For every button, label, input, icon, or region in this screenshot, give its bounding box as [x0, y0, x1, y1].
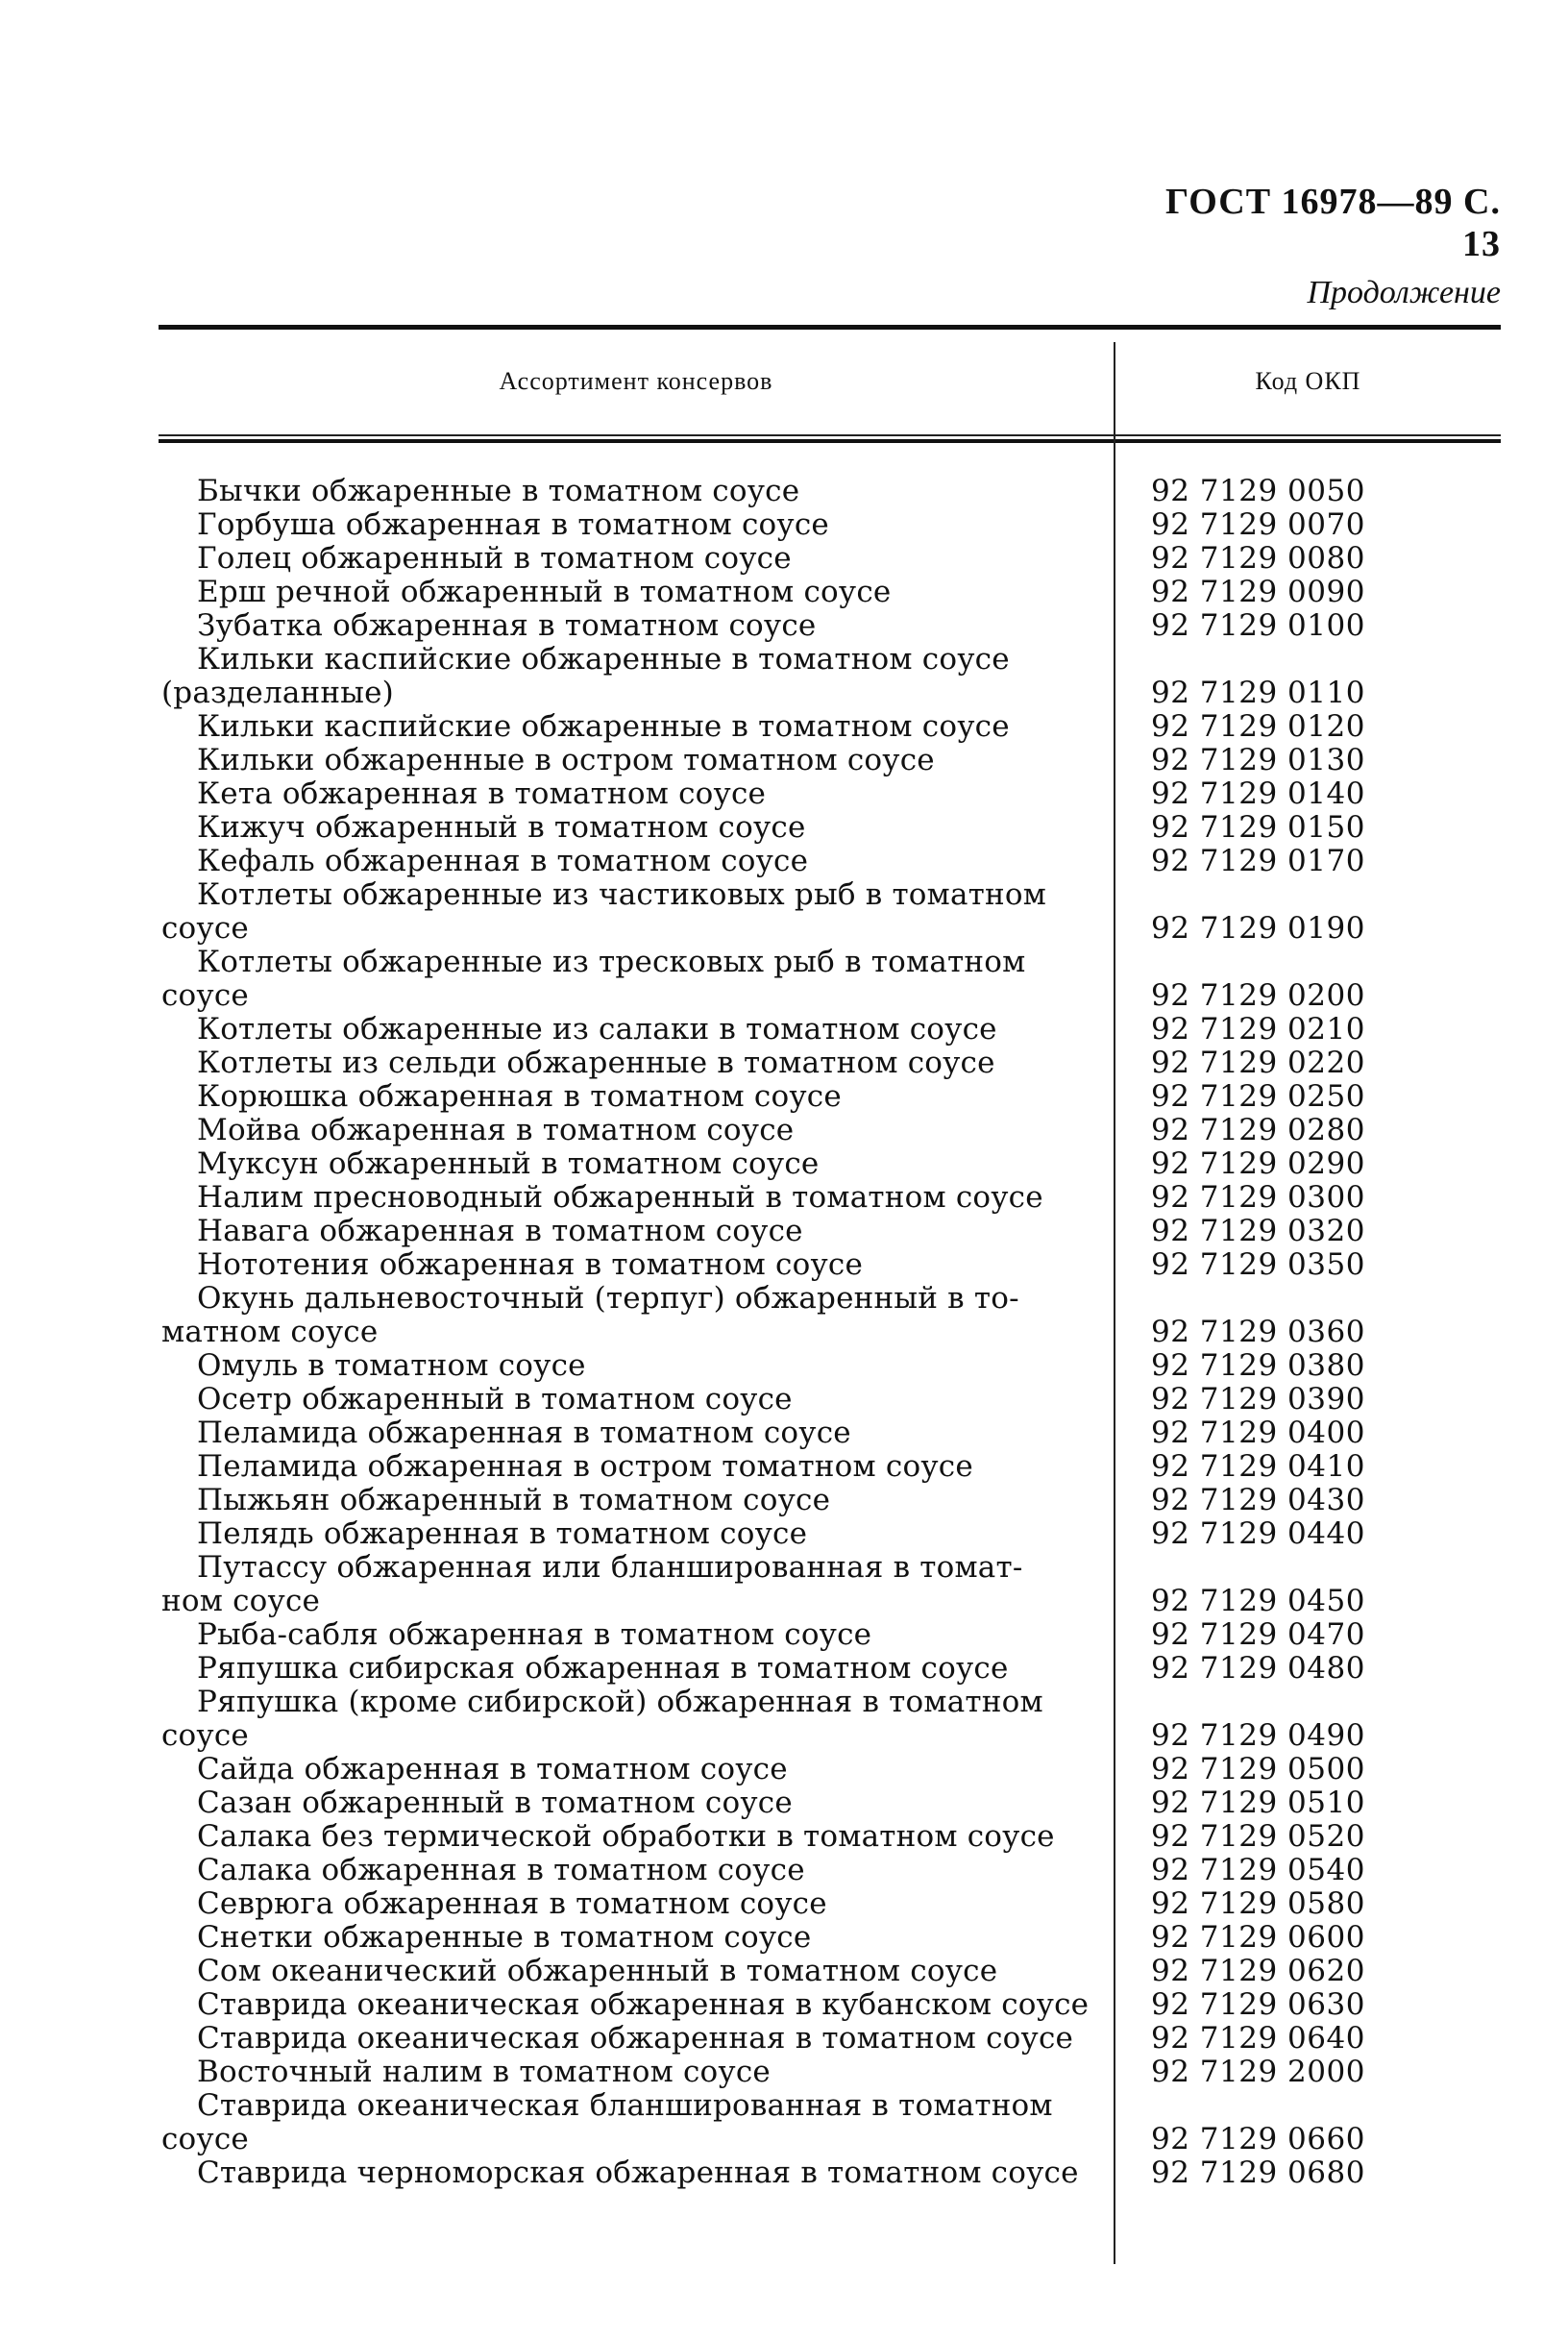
- assortment-text: Котлеты обжаренные из тресковых рыб в томатном: [197, 945, 1026, 979]
- table-row: [0, 1753, 1568, 1786]
- okp-code: 92 7129 0390: [1151, 1382, 1365, 1416]
- assortment-text: Сазан обжаренный в томатном соусе: [197, 1786, 793, 1820]
- okp-code: 92 7129 0640: [1151, 2021, 1365, 2056]
- okp-code: 92 7129 0280: [1151, 1113, 1365, 1147]
- okp-code: 92 7129 0290: [1151, 1146, 1365, 1181]
- okp-code: 92 7129 0600: [1151, 1920, 1365, 1955]
- table-row: [0, 1988, 1568, 2022]
- assortment-text: соусе: [161, 2122, 249, 2156]
- okp-code: 92 7129 0580: [1151, 1886, 1365, 1921]
- assortment-text: Котлеты обжаренные из салаки в томатном соусе: [197, 1012, 997, 1047]
- table-row: [0, 542, 1568, 576]
- okp-code: 92 7129 0410: [1151, 1449, 1365, 1484]
- column-header-code: Код ОКП: [1255, 367, 1361, 395]
- table-row: [0, 643, 1568, 710]
- assortment-text: Пелядь обжаренная в томатном соусе: [197, 1516, 808, 1551]
- okp-code: 92 7129 0440: [1151, 1516, 1365, 1551]
- continuation-label: Продолжение: [1307, 275, 1501, 310]
- okp-code: 92 7129 0140: [1151, 776, 1365, 811]
- assortment-text: Мойва обжаренная в томатном соусе: [197, 1113, 795, 1147]
- table-row: [0, 1349, 1568, 1383]
- table-row: [0, 1416, 1568, 1450]
- assortment-text: Пыжьян обжаренный в томатном соусе: [197, 1483, 831, 1517]
- table-row: [0, 1686, 1568, 1753]
- table-row: [0, 1248, 1568, 1282]
- okp-code: 92 7129 0450: [1151, 1584, 1365, 1618]
- assortment-text: Кефаль обжаренная в томатном соусе: [197, 844, 809, 878]
- okp-code: 92 7129 0070: [1151, 507, 1365, 542]
- table-row: [0, 1181, 1568, 1215]
- assortment-text: Ставрида черноморская обжаренная в томатном соусе: [197, 2155, 1079, 2190]
- assortment-text: Кижуч обжаренный в томатном соусе: [197, 810, 806, 845]
- table-row: [0, 609, 1568, 643]
- table-row: [0, 710, 1568, 744]
- assortment-text: матном соусе: [161, 1315, 379, 1349]
- page-header: ГОСТ 16978—89 С. 13: [1165, 182, 1501, 264]
- assortment-text: Котлеты обжаренные из частиковых рыб в томатном: [197, 877, 1047, 912]
- assortment-text: Зубатка обжаренная в томатном соусе: [197, 608, 817, 643]
- okp-code: 92 7129 0150: [1151, 810, 1365, 845]
- table-row: [0, 1618, 1568, 1652]
- table-row: [0, 1147, 1568, 1181]
- table-row: [0, 1551, 1568, 1618]
- assortment-text: Муксун обжаренный в томатном соусе: [197, 1146, 820, 1181]
- assortment-text: Нототения обжаренная в томатном соусе: [197, 1247, 864, 1282]
- assortment-text: Горбуша обжаренная в томатном соусе: [197, 507, 829, 542]
- okp-code: 92 7129 0120: [1151, 709, 1365, 744]
- okp-code: 92 7129 0510: [1151, 1786, 1365, 1820]
- table-row: [0, 946, 1568, 1013]
- assortment-text: Путассу обжаренная или бланшированная в томат-: [197, 1550, 1023, 1585]
- assortment-text: Салака без термической обработки в томатном соусе: [197, 1819, 1055, 1854]
- okp-code: 92 7129 0520: [1151, 1819, 1365, 1854]
- assortment-text: Кета обжаренная в томатном соусе: [197, 776, 767, 811]
- table-row: [0, 1215, 1568, 1248]
- assortment-text: Ерш речной обжаренный в томатном соусе: [197, 575, 892, 609]
- table-row: [0, 1854, 1568, 1887]
- table-row: [0, 2056, 1568, 2089]
- okp-code: 92 7129 0110: [1151, 676, 1365, 710]
- table-row: [0, 1080, 1568, 1114]
- okp-code: 92 7129 0300: [1151, 1180, 1365, 1215]
- table-row: [0, 576, 1568, 609]
- okp-code: 92 7129 0130: [1151, 743, 1365, 777]
- okp-code: 92 7129 2000: [1151, 2055, 1365, 2089]
- okp-code: 92 7129 0200: [1151, 978, 1365, 1013]
- table-row: [0, 1047, 1568, 1080]
- table-row: [0, 2156, 1568, 2190]
- okp-code: 92 7129 0320: [1151, 1214, 1365, 1248]
- assortment-text: Ставрида океаническая бланшированная в томатном: [197, 2088, 1053, 2123]
- okp-code: 92 7129 0540: [1151, 1853, 1365, 1887]
- table-row: [0, 1282, 1568, 1349]
- assortment-text: ном соусе: [161, 1584, 321, 1618]
- table-row: [0, 1887, 1568, 1921]
- okp-code: 92 7129 0620: [1151, 1954, 1365, 1988]
- column-header-assortment: Ассортимент консервов: [499, 367, 773, 395]
- okp-code: 92 7129 0680: [1151, 2155, 1365, 2190]
- assortment-text: (разделанные): [161, 676, 394, 710]
- okp-code: 92 7129 0170: [1151, 844, 1365, 878]
- assortment-text: Навага обжаренная в томатном соусе: [197, 1214, 803, 1248]
- okp-code: 92 7129 0430: [1151, 1483, 1365, 1517]
- assortment-text: Голец обжаренный в томатном соусе: [197, 541, 792, 576]
- assortment-text: Корюшка обжаренная в томатном соусе: [197, 1079, 842, 1114]
- assortment-text: Бычки обжаренные в томатном соусе: [197, 474, 800, 508]
- okp-code: 92 7129 0080: [1151, 541, 1365, 576]
- assortment-text: Кильки каспийские обжаренные в томатном соусе: [197, 709, 1010, 744]
- table-row: [0, 508, 1568, 542]
- table-row: [0, 1820, 1568, 1854]
- table-row: [0, 744, 1568, 777]
- okp-code: 92 7129 0380: [1151, 1348, 1365, 1383]
- table-row: [0, 1013, 1568, 1047]
- assortment-text: Налим пресноводный обжаренный в томатном соусе: [197, 1180, 1043, 1215]
- table-row: [0, 845, 1568, 878]
- table-row: [0, 475, 1568, 508]
- table-row: [0, 811, 1568, 845]
- table-row: [0, 1955, 1568, 1988]
- assortment-text: Кильки обжаренные в остром томатном соусе: [197, 743, 935, 777]
- okp-code: 92 7129 0220: [1151, 1046, 1365, 1080]
- okp-code: 92 7129 0470: [1151, 1617, 1365, 1652]
- okp-code: 92 7129 0250: [1151, 1079, 1365, 1114]
- okp-code: 92 7129 0090: [1151, 575, 1365, 609]
- assortment-text: Кильки каспийские обжаренные в томатном соусе: [197, 642, 1010, 677]
- header-bottom-rule-thick: [159, 439, 1501, 443]
- assortment-text: соусе: [161, 1718, 249, 1753]
- table-row: [0, 1652, 1568, 1686]
- okp-code: 92 7129 0350: [1151, 1247, 1365, 1282]
- assortment-text: Рыба-сабля обжаренная в томатном соусе: [197, 1617, 872, 1652]
- table-row: [0, 1383, 1568, 1416]
- okp-code: 92 7129 0100: [1151, 608, 1365, 643]
- okp-code: 92 7129 0360: [1151, 1315, 1365, 1349]
- assortment-text: Ряпушка сибирская обжаренная в томатном соусе: [197, 1651, 1009, 1686]
- okp-code: 92 7129 0660: [1151, 2122, 1365, 2156]
- table-row: [0, 777, 1568, 811]
- assortment-text: Омуль в томатном соусе: [197, 1348, 586, 1383]
- okp-code: 92 7129 0630: [1151, 1987, 1365, 2022]
- assortment-text: Пеламида обжаренная в томатном соусе: [197, 1416, 851, 1450]
- table-row: [0, 1450, 1568, 1484]
- table-row: [0, 1484, 1568, 1517]
- okp-code: 92 7129 0480: [1151, 1651, 1365, 1686]
- assortment-text: Пеламида обжаренная в остром томатном соусе: [197, 1449, 973, 1484]
- okp-code: 92 7129 0400: [1151, 1416, 1365, 1450]
- assortment-text: Осетр обжаренный в томатном соусе: [197, 1382, 793, 1416]
- assortment-text: Снетки обжаренные в томатном соусе: [197, 1920, 812, 1955]
- assortment-text: Ставрида океаническая обжаренная в кубанском соусе: [197, 1987, 1090, 2022]
- assortment-text: Восточный налим в томатном соусе: [197, 2055, 771, 2089]
- okp-code: 92 7129 0050: [1151, 474, 1365, 508]
- table-row: [0, 2089, 1568, 2156]
- assortment-text: Сайда обжаренная в томатном соусе: [197, 1752, 788, 1786]
- okp-code: 92 7129 0210: [1151, 1012, 1365, 1047]
- table-row: [0, 1921, 1568, 1955]
- table-row: [0, 878, 1568, 946]
- table-row: [0, 1517, 1568, 1551]
- table-row: [0, 1114, 1568, 1147]
- assortment-text: Окунь дальневосточный (терпуг) обжаренный в то-: [197, 1281, 1019, 1316]
- table-top-rule: [159, 325, 1501, 330]
- header-bottom-rule: [159, 434, 1501, 436]
- table-body: [0, 475, 1568, 2190]
- assortment-text: Сом океанический обжаренный в томатном соусе: [197, 1954, 998, 1988]
- assortment-text: Салака обжаренная в томатном соусе: [197, 1853, 805, 1887]
- assortment-text: соусе: [161, 978, 249, 1013]
- table-row: [0, 2022, 1568, 2056]
- assortment-text: Ряпушка (кроме сибирской) обжаренная в томатном: [197, 1685, 1043, 1719]
- okp-code: 92 7129 0190: [1151, 911, 1365, 946]
- table-row: [0, 1786, 1568, 1820]
- assortment-text: Севрюга обжаренная в томатном соусе: [197, 1886, 827, 1921]
- assortment-text: Ставрида океаническая обжаренная в томатном соусе: [197, 2021, 1074, 2056]
- okp-code: 92 7129 0500: [1151, 1752, 1365, 1786]
- okp-code: 92 7129 0490: [1151, 1718, 1365, 1753]
- assortment-text: соусе: [161, 911, 249, 946]
- assortment-text: Котлеты из сельди обжаренные в томатном соусе: [197, 1046, 995, 1080]
